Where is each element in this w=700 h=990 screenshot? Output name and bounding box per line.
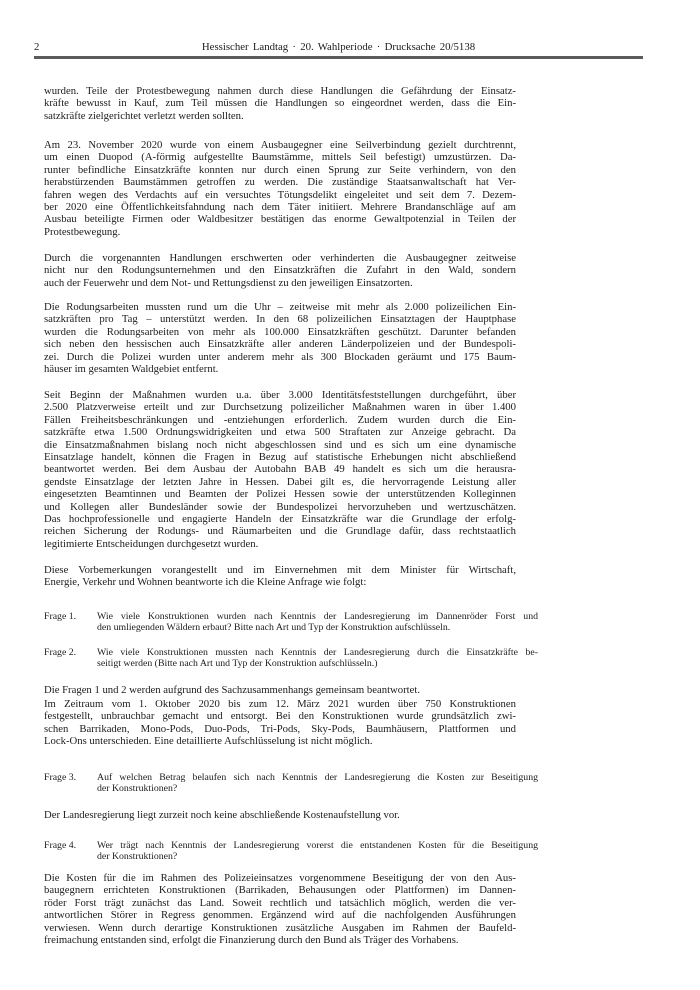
question-2 (44, 647, 538, 670)
paragraph-seilverbindung: Am 23. November 2020 wurde von einem Ausbaugegner eine Seilverbindung gezielt durchtrennt, um einen Duopod (A-förmig aufgestellte Baumstämme, mittels Seil befestigt) umzustürzen. Da- runter befindliche Einsatzkräfte konnten nur durch einen Sprung zur Seite verhindern, von den herabstürzenden Baumstämmen getroffen zu werden. Die zuständige Staatsanwaltschaft hat Ver- fahren wegen des Verdachts auf ein versuchtes Tötungsdelikt eingeleitet und seit dem 7. Dezem- ber 2020 eine Öffentlichkeitsfahndung nach dem Täter initiiert. Mehrere Brandanschläge auf am Ausbau beteiligte Firmen oder Waldbesitzer bestätigen das enorme Gewaltpotenzial in Teilen der Protestbewegung. (44, 139, 516, 238)
page-header (34, 41, 643, 54)
answer-3: Der Landesregierung liegt zurzeit noch keine abschließende Kostenaufstellung vor. (44, 809, 400, 821)
header-title: Hessischer Landtag · 20. Wahlperiode · Drucksache 20/5138 (201, 41, 476, 53)
answer-1-2-intro: Die Fragen 1 und 2 werden aufgrund des Sachzusammenhangs gemeinsam beantwortet. (44, 684, 421, 696)
question-4-label: Frage 4. (44, 840, 77, 851)
page-number: 2 (34, 41, 40, 53)
question-3-label: Frage 3. (44, 772, 77, 783)
question-1 (44, 611, 538, 634)
paragraph-vorbemerkungen: Diese Vorbemerkungen vorangestellt und im Einvernehmen mit dem Minister für Wirtschaft, Energie, Verkehr und Wohnen beantworte ich die Kleine Anfrage wie folgt: (44, 564, 516, 589)
question-3 (44, 772, 538, 795)
paragraph-rodungsarbeiten: Die Rodungsarbeiten mussten rund um die Uhr – zeitweise mit mehr als 2.000 polizeilichen Ein- satzkräften pro Tag – unterstützt werden. In den 68 polizeilichen Einsatztagen der Hauptphase wurden die Rodungsarbeiten von mehr als 100.000 Einsatzkräften geschützt. Darunter befanden sich neben den hessischen auch Einsatzkräfte aller anderen Länderpolizeien und der Bundespoli- zei. Durch die Polizei wurden unter anderem mehr als 300 Blockaden geräumt und 175 Baum- häuser im gesamten Waldgebiet entfernt. (44, 301, 516, 376)
question-1-text: Wie viele Konstruktionen wurden nach Kenntnis der Landesregierung im Dannenröder Forst und den umliegenden Wäldern erbaut? Bitte nach Art und Typ der Konstruktion aufschlüsseln. (97, 611, 538, 634)
question-2-label: Frage 2. (44, 647, 77, 658)
question-4 (44, 840, 538, 863)
answer-4: Die Kosten für die im Rahmen des Polizeieinsatzes vorgenommene Beseitigung der von den Aus- baugegnern errichteten Konstruktionen (Barrikaden, Behausungen oder Plattformen) im Dannen- röder Forst trägt zunächst das Land. Soweit rechtlich und tatsächlich möglich, werden die ver- antwortlichen Störer in Regress genommen. Ergänzend wird auf die nachfolgenden Ausführungen verwiesen. Wenn durch derartige Konstruktionen zusätzliche Ausgaben im Rahmen der Baufeld- freimachung entstanden sind, erfolgt die Finanzierung durch den Bund als Träger des Vorhabens. (44, 872, 516, 947)
header-rule (34, 56, 643, 59)
question-3-text: Auf welchen Betrag belaufen sich nach Kenntnis der Landesregierung die Kosten zur Beseitigung der Konstruktionen? (97, 772, 538, 795)
paragraph-massnahmen: Seit Beginn der Maßnahmen wurden u.a. über 3.000 Identitätsfeststellungen durchgeführt, über 2.500 Platzverweise erteilt und zur Durchsetzung polizeilicher Maßnahmen waren in über 1.400 Fällen Freiheitsbeschränkungen und -entziehungen erforderlich. Zudem wurden durch die Ein- satzkräfte etwa 1.500 Ordnungswidrigkeiten und etwa 500 Straftaten zur Anzeige gebracht. Da die Einsatzmaßnahmen bislang noch nicht abgeschlossen sind und es sich um eine dynamische Einsatzlage handelt, können die Fragen in Bezug auf statistische Erhebungen nicht abschließend beantwortet werden. Bei dem Ausbau der Autobahn BAB 49 handelt es sich um die herausra- gendste Einsatzlage der letzten Jahre in Hessen. Dabei gilt es, die hervorragende Leistung aller eingesetzten Beamtinnen und Beamten der Polizei Hessen sowie der unterstützenden Kolleginnen und Kollegen aller Bundesländer sowie der Bundespolizei hervorzuheben und wertzuschätzen. Das hochprofessionelle und engagierte Handeln der Einsatzkräfte war die Grundlage der erfolg- reichen Sicherung der Rodungs- und Räumarbeiten und die Grundlage dafür, dass rechtstaatlich legitimierte Entscheidungen durchgesetzt wurden. (44, 389, 516, 550)
answer-1-2-detail: Im Zeitraum vom 1. Oktober 2020 bis zum 12. März 2021 wurden über 750 Konstruktionen festgestellt, unbrauchbar gemacht und entsorgt. Bei den Konstruktionen wurde grundsätzlich zwi- schen Barrikaden, Mono-Pods, Duo-Pods, Tri-Pods, Sky-Pods, Baumhäusern, Plattformen und Lock-Ons unterschieden. Eine detaillierte Aufschlüsselung ist nicht möglich. (44, 698, 516, 748)
question-1-label: Frage 1. (44, 611, 77, 622)
question-2-text: Wie viele Konstruktionen mussten nach Kenntnis der Landesregierung durch die Einsatzkräfte be- seitigt werden (Bitte nach Art und Typ der Konstruktion aufschlüsseln.) (97, 647, 538, 670)
paragraph-intro-continuation: wurden. Teile der Protestbewegung nahmen durch diese Handlungen die Gefährdung der Einsatz- kräfte bewusst in Kauf, zum Teil müssen die Handlungen so eingeordnet werden, dass die Ein- satzkräfte zielgerichtet verletzt werden sollten. (44, 85, 516, 122)
question-4-text: Wer trägt nach Kenntnis der Landesregierung vorerst die entstandenen Kosten für die Beseitigung der Konstruktionen? (97, 840, 538, 863)
paragraph-zufahrt: Durch die vorgenannten Handlungen erschwerten oder verhinderten die Ausbaugegner zeitweise nicht nur den Rodungsunternehmen und den Einsatzkräften die Zufahrt in den Wald, sondern auch der Feuerwehr und dem Not- und Rettungsdienst zu den jeweiligen Einsatzorten. (44, 252, 516, 289)
